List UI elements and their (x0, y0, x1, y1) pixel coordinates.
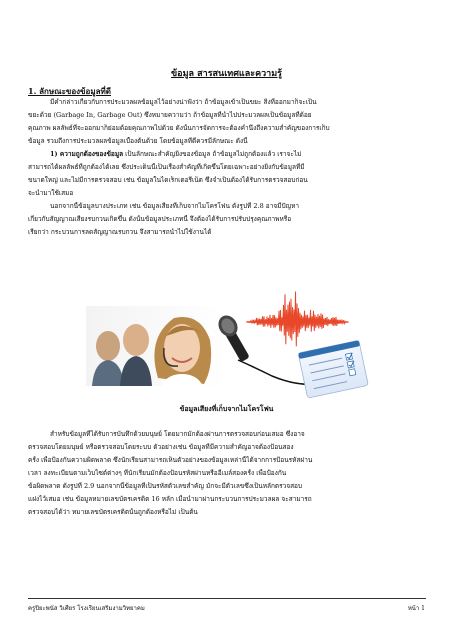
para1-line-1: มีคำกล่าวเกี่ยวกับการประมวลผลข้อมูลไว้อย่างน่าฟังว่า ถ้าข้อมูลเข้าเป็นขยะ สิ่งที่ออกมาก็จะเป็น (50, 98, 317, 106)
para4-line-1: สำหรับข้อมูลที่ได้รับการบันทึกด้วยมนุษย์ โดยมากมักต้องผ่านการตรวจสอบก่อนเสมอ ซึ่งอาจ (50, 430, 305, 438)
para4-line-6: แฝงไว้เสมอ เช่น ข้อมูลหมายเลขบัตรเครดิต 16 หลัก เมื่อนำมาผ่านกระบวนการประมวลผล จะสามารถ (28, 495, 312, 503)
microphone-figure (86, 288, 372, 400)
para4-line-5: ข้อผิดพลาด ดังรูปที่ 2.9 นอกจากนี้ข้อมูลที่เป็นรหัสตัวเลขสำคัญ มักจะมีตัวเลขซึ่งเป็นหลักตรวจสอบ (28, 482, 303, 490)
figure-illustration (86, 288, 372, 400)
para4-line-7: ตรวจสอบได้ว่า หมายเลขบัตรเครดิตนั้นถูกต้องหรือไม่ เป็นต้น (28, 508, 198, 516)
para3-line-2: เกี่ยวกับสัญญาณเสียงรบกวนเกิดขึ้น ดังนั้นข้อมูลประเภทนี้ จึงต้องได้รับการปรับปรุงคุณภาพหรือ (28, 215, 292, 223)
figure-caption: ข้อมูลเสียงที่เก็บจากไมโครโฟน (179, 404, 274, 413)
para1-line-2: ขยะด้วย (Garbage In, Garbage Out) ซึ่งหมายความว่า ถ้าข้อมูลที่นำไปประมวลผลเป็นข้อมูลที่ด้อย (28, 111, 312, 119)
para1-line-4: ข้อมูล รวมถึงการประมวลผลข้อมูลเบื้องต้นด้วย โดยข้อมูลที่ดีควรมีลักษณะ ดังนี้ (28, 137, 248, 145)
para4-line-3: ครั้ง เพื่อป้องกันความผิดพลาด ซึ่งนักเรียนสามารถเห็นตัวอย่างของข้อมูลเหล่านี้ได้จากการป้อนรหัสผ่าน (28, 456, 313, 464)
checklist-icon (298, 340, 368, 398)
people-photo (86, 306, 226, 388)
para2-line-2: สามารถได้ผลลัพธ์ที่ถูกต้องได้เลย ซึ่งประเด็นนี้เป็นเรื่องสำคัญที่เกิดขึ้นโดยเฉพาะอย่างยิ่งกับข้อมูลที่มี (28, 163, 305, 171)
footer-divider (28, 598, 426, 599)
para2-line-4: จะนำมาใช้เสมอ (28, 189, 74, 197)
para4-line-4: เวลา ลงทะเบียนตามเว็บไซต์ต่างๆ ที่นักเรียนมักต้องป้อนรหัสผ่านหรืออีเมล์สองครั้ง เพื่อป้องกัน (28, 469, 287, 477)
para2-line-1 (50, 150, 428, 158)
page-number: หน้า 1 (407, 605, 425, 612)
para1-line-3: คุณภาพ ผลลัพธ์ที่จะออกมาก็ย่อมด้อยคุณภาพไปด้วย ดังนั้นการจัดการจะต้องคำนึงถึงความสำคัญของการเก็บ (28, 124, 330, 132)
section-heading: 1. ลักษณะของข้อมูลที่ดี (28, 86, 111, 96)
para2-first: เป็นลักษณะสำคัญยิ่งของข้อมูล ถ้าข้อมูลไม่ถูกต้องแล้ว เราจะไม่ (123, 150, 302, 158)
footer-author: ครูปิยะพนัส วิเศียร โรงเรียนเสริมงามวิทยาคม (28, 605, 145, 612)
page-title: ข้อมูล สารสนเทศและความรู้ (171, 69, 282, 79)
para3-line-3: เรียกว่า กระบวนการลดสัญญาณรบกวน จึงสามารถนำไปใช้งานได้ (28, 228, 212, 236)
para3-line-1: นอกจากนี้ข้อมูลบางประเภท เช่น ข้อมูลเสียงที่เก็บจากไมโครโฟน ดังรูปที่ 2.8 อาจมีปัญหา (50, 202, 300, 210)
para4-line-2: ตรวจสอบโดยมนุษย์ หรือตรวจสอบโดยระบบ ตัวอย่างเช่น ข้อมูลที่มีความสำคัญอาจต้องป้อนสอง (28, 443, 294, 451)
waveform-icon (246, 292, 349, 347)
para2-lead: 1) ความถูกต้องของข้อมูล (50, 150, 124, 158)
para2-line-3: ขนาดใหญ่ และไม่มีการตรวจสอบ เช่น ข้อมูลในไดเร็กเตอรีเน็ต ซึ่งจำเป็นต้องได้รับการตรวจสอบก่อน (28, 176, 308, 184)
